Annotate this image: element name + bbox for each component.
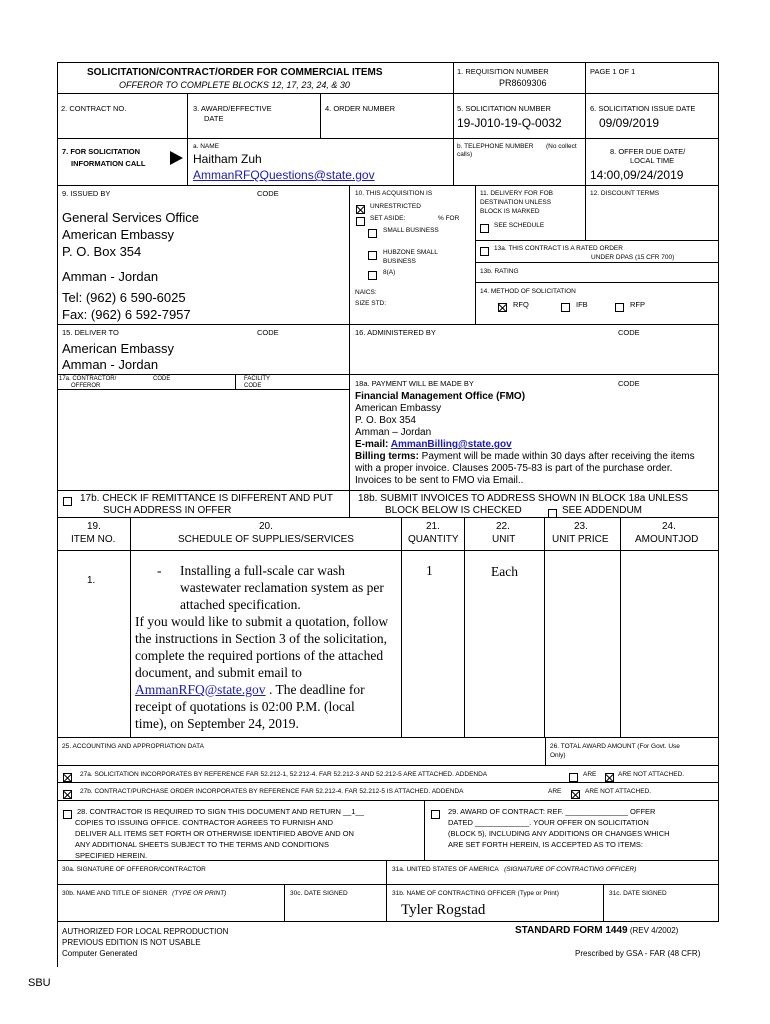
hubzone-label: HUBZONE SMALL xyxy=(383,249,438,256)
payment-label: 18a. PAYMENT WILL BE MADE BY xyxy=(355,379,474,388)
rating-cell xyxy=(476,263,719,283)
footer-form-name: STANDARD FORM 1449 xyxy=(515,925,628,936)
contractor-cell xyxy=(57,375,350,491)
delivery-cell xyxy=(476,186,586,241)
contact-name-cell xyxy=(188,139,454,186)
col-amount-num: 24. xyxy=(662,521,676,532)
issued-by-label: 9. ISSUED BY xyxy=(62,189,111,198)
rated-order-label: 13a. THIS CONTRACT IS A RATED ORDER xyxy=(494,245,623,252)
payment-line1: American Embassy xyxy=(355,403,442,414)
discount-label: 12. DISCOUNT TERMS xyxy=(590,190,660,197)
issue-date-value: 09/09/2019 xyxy=(599,116,660,130)
signature-officer-cell xyxy=(387,861,719,885)
contractor-code-label: CODE xyxy=(153,376,171,382)
col-unit-price-label: UNIT PRICE xyxy=(552,534,609,545)
clause-27a-are-not-label: ARE NOT ATTACHED. xyxy=(618,771,685,778)
payment-email-link[interactable]: AmmanBilling@state.gov xyxy=(390,439,512,450)
payment-office: Financial Management Office (FMO) xyxy=(355,391,526,402)
issued-by-line: General Services Office xyxy=(62,210,200,225)
billing-terms-text2: with a proper invoice. Clauses 2005-75-83 is part of the purchase order. xyxy=(355,463,673,474)
award-date-label2: DATE xyxy=(204,114,224,123)
issued-by-cell xyxy=(57,186,350,325)
item-instructions: document, and submit email to xyxy=(135,665,302,680)
item-no-cell xyxy=(57,551,131,738)
item-instructions: If you would like to submit a quotation, follow xyxy=(135,614,389,629)
accounting-cell xyxy=(57,738,546,766)
clause-27a-checkbox[interactable] xyxy=(63,773,72,782)
requisition-value: PR8609306 xyxy=(499,78,547,88)
method-label: 14. METHOD OF SOLICITATION xyxy=(480,288,576,295)
item-bullet: - xyxy=(157,563,162,578)
delivery-label1: 11. DELIVERY FOR FOB xyxy=(480,190,553,197)
solicitation-number-value: 19-J010-19-Q-0032 xyxy=(457,116,562,130)
col-quantity xyxy=(402,518,465,551)
form-title-cell xyxy=(57,62,454,94)
clause-27a-are-label: ARE xyxy=(583,771,597,778)
delivery-label3: BLOCK IS MARKED xyxy=(480,208,540,215)
offer-due-label1: 8. OFFER DUE DATE/ xyxy=(610,147,686,156)
size-std-label: SIZE STD: xyxy=(355,300,387,307)
clause-27a-are-not-checkbox[interactable] xyxy=(605,773,614,782)
facility-label: FACILITY xyxy=(244,376,271,382)
accounting-label: 25. ACCOUNTING AND APPROPRIATION DATA xyxy=(62,743,204,750)
administered-by-code-label: CODE xyxy=(618,328,640,337)
col-schedule-num: 20. xyxy=(259,521,273,532)
addendum-checkbox[interactable] xyxy=(548,509,557,518)
payment-line2: P. O. Box 354 xyxy=(355,415,416,426)
col-unit-label: UNIT xyxy=(492,534,516,545)
sbu-marking: SBU xyxy=(28,977,51,989)
issued-by-line: Fax: (962) 6 592-7957 xyxy=(62,307,191,322)
contractor-label2: OFFEROR xyxy=(71,383,101,389)
col-item-no-label: ITEM NO. xyxy=(71,534,116,545)
item-description: Installing a full-scale car wash xyxy=(180,563,345,578)
signature-officer-label: 31a. UNITED STATES OF AMERICA xyxy=(392,866,499,873)
officer-name-value: Tyler Rogstad xyxy=(401,902,486,918)
page-cell xyxy=(586,62,719,94)
col-quantity-num: 21. xyxy=(426,521,440,532)
col-unit-num: 22. xyxy=(496,521,510,532)
telephone-note: (No collect xyxy=(546,143,577,150)
issued-by-code-label: CODE xyxy=(257,189,279,198)
clause-27b-checkbox[interactable] xyxy=(63,790,72,799)
form-title: SOLICITATION/CONTRACT/ORDER FOR COMMERCIAL ITEMS xyxy=(87,67,383,78)
offer-due-cell xyxy=(586,139,719,186)
item-amount-cell xyxy=(621,551,719,738)
officer-name-label: 31b. NAME OF CONTRACTING OFFICER (Type or Print) xyxy=(392,890,559,897)
signature-offeror-label: 30a. SIGNATURE OF OFFEROR/CONTRACTOR xyxy=(62,866,206,873)
remittance-label2: SUCH ADDRESS IN OFFER xyxy=(103,505,232,516)
clause-27b-row xyxy=(57,783,719,801)
remittance-cell xyxy=(57,491,350,518)
deliver-to-line2: Amman - Jordan xyxy=(62,357,159,372)
info-call-label2: INFORMATION CALL xyxy=(71,159,146,168)
item-unit-price-cell xyxy=(545,551,621,738)
col-item-no xyxy=(57,518,131,551)
footer-previous-edition: PREVIOUS EDITION IS NOT USABLE xyxy=(62,938,201,947)
footer-prescribed: Prescribed by GSA - FAR (48 CFR) xyxy=(575,949,701,958)
officer-name-cell xyxy=(387,885,604,922)
clause-28-text: DELIVER ALL ITEMS SET FORTH OR OTHERWISE IDENTIFIED ABOVE AND ON xyxy=(75,829,354,838)
award-date-cell xyxy=(188,94,321,139)
acquisition-cell xyxy=(350,186,476,325)
offeror-date-cell xyxy=(285,885,387,922)
deliver-to-code-label: CODE xyxy=(257,328,279,337)
officer-date-label: 31c. DATE SIGNED xyxy=(609,890,667,897)
col-item-no-num: 19. xyxy=(87,521,101,532)
clause-28-text: 28. CONTRACTOR IS REQUIRED TO SIGN THIS DOCUMENT AND RETURN __1__ xyxy=(77,807,364,816)
divider xyxy=(57,389,350,390)
requisition-label: 1. REQUISITION NUMBER xyxy=(457,67,549,76)
divider xyxy=(235,375,236,389)
item-quantity: 1 xyxy=(426,563,433,578)
item-description-cell xyxy=(131,551,402,738)
rated-order-cell xyxy=(476,241,719,263)
footer-computer-generated: Computer Generated xyxy=(62,949,138,958)
award-date-label: 3. AWARD/EFFECTIVE xyxy=(193,104,272,113)
col-amount-label: AMOUNTJOD xyxy=(635,534,699,545)
addendum-label: SEE ADDENDUM xyxy=(562,505,643,516)
item-instructions: complete the required portions of the attached xyxy=(135,648,384,663)
ifb-checkbox[interactable] xyxy=(561,303,570,312)
requisition-cell xyxy=(454,62,586,94)
info-call-label1: 7. FOR SOLICITATION xyxy=(62,147,141,156)
issued-by-line: Amman - Jordan xyxy=(62,269,159,284)
page-label: PAGE 1 OF 1 xyxy=(590,67,636,76)
footer-authorized: AUTHORIZED FOR LOCAL REPRODUCTION xyxy=(62,927,229,936)
form-subtitle: OFFEROR TO COMPLETE BLOCKS 12, 17, 23, 24, & 30 xyxy=(119,80,350,90)
invoices-cell xyxy=(350,491,719,518)
deliver-to-line1: American Embassy xyxy=(62,341,174,356)
solicitation-number-label: 5. SOLICITATION NUMBER xyxy=(457,104,551,113)
signer-name-cell xyxy=(57,885,285,922)
telephone-note2: calls) xyxy=(457,151,473,158)
issue-date-cell xyxy=(586,94,719,139)
offer-due-label2: LOCAL TIME xyxy=(630,156,675,165)
col-schedule-label: SCHEDULE OF SUPPLIES/SERVICES xyxy=(178,534,354,545)
clause-27a-are-checkbox[interactable] xyxy=(569,773,578,782)
issued-by-line: American Embassy xyxy=(62,227,174,242)
eight-a-label: 8(A) xyxy=(383,269,396,276)
item-unit-cell xyxy=(465,551,545,738)
see-schedule-label: SEE SCHEDULE xyxy=(494,222,545,229)
officer-date-cell xyxy=(604,885,719,922)
billing-terms-text3: Invoices to be sent to FMO via Email.. xyxy=(355,475,524,486)
small-business-label: SMALL BUSINESS xyxy=(383,227,439,234)
col-unit xyxy=(465,518,545,551)
item-number: 1. xyxy=(87,575,96,586)
col-unit-price-num: 23. xyxy=(574,521,588,532)
facility-label2: CODE xyxy=(244,383,262,389)
contractor-label: 17a. CONTRACTOR/ xyxy=(59,376,117,382)
administered-by-label: 16. ADMINISTERED BY xyxy=(355,328,436,337)
billing-terms-text: Payment will be made within 30 days after receiving the items xyxy=(418,451,695,462)
order-number-cell xyxy=(321,94,454,139)
clause-28-text: COPIES TO ISSUING OFFICE. CONTRACTOR AGREES TO FURNISH AND xyxy=(75,818,334,827)
clause-29-text: 29. AWARD OF CONTRACT: REF. _______________ OFFER xyxy=(448,807,656,816)
see-schedule-checkbox[interactable] xyxy=(480,224,489,233)
invoices-label2: BLOCK BELOW IS CHECKED xyxy=(385,505,522,516)
clause-27b-are-not-label: ARE NOT ATTACHED. xyxy=(585,788,652,795)
rfp-checkbox[interactable] xyxy=(615,303,624,312)
billing-terms-label: Billing terms: xyxy=(355,451,419,462)
form-1449 xyxy=(57,62,719,967)
contact-name-value: Haitham Zuh xyxy=(193,152,262,166)
total-award-cell xyxy=(546,738,719,766)
offeror-date-label: 30c. DATE SIGNED xyxy=(290,890,348,897)
clause-29-text: (BLOCK 5), INCLUDING ANY ADDITIONS OR CHANGES WHICH xyxy=(448,829,670,838)
col-schedule xyxy=(131,518,402,551)
item-instructions: the instructions in Section 3 of the solicitation, xyxy=(135,631,387,646)
clause-28-text: ANY ADDITIONAL SHEETS SUBJECT TO THE TERMS AND CONDITIONS xyxy=(75,840,329,849)
payment-code-label: CODE xyxy=(618,379,640,388)
solicitation-number-cell xyxy=(454,94,586,139)
rfq-label: RFQ xyxy=(513,300,529,309)
clause-29-text: ARE SET FORTH HEREIN, IS ACCEPTED AS TO ITEMS: xyxy=(448,840,643,849)
payment-email-label: E-mail: xyxy=(355,439,391,450)
item-instructions: . The deadline for xyxy=(265,682,365,697)
rated-order-label2: UNDER DPAS (15 CFR 700) xyxy=(591,254,675,261)
signer-name-note: (TYPE OR PRINT) xyxy=(172,890,227,897)
discount-cell xyxy=(586,186,719,241)
deliver-to-cell xyxy=(57,325,350,375)
total-award-label2: Only) xyxy=(550,752,566,759)
col-quantity-label: QUANTITY xyxy=(408,534,459,545)
contract-no-cell xyxy=(57,94,188,139)
signer-name-label: 30b. NAME AND TITLE OF SIGNER xyxy=(62,890,168,897)
contact-email-link[interactable]: AmmanRFQQuestions@state.gov xyxy=(193,168,375,182)
payment-cell xyxy=(350,375,719,491)
rfq-checkbox[interactable] xyxy=(498,303,507,312)
delivery-label2: DESTINATION UNLESS xyxy=(480,199,552,206)
info-call-cell xyxy=(57,139,188,186)
hubzone-checkbox[interactable] xyxy=(368,251,377,260)
rfq-email-link[interactable]: AmmanRFQ@state.gov xyxy=(135,682,266,697)
signature-offeror-cell xyxy=(57,861,387,885)
item-instructions: receipt of quotations is 02:00 P.M. (local xyxy=(135,699,355,714)
administered-by-cell xyxy=(350,325,719,375)
payment-line3: Amman – Jordan xyxy=(355,427,432,438)
clause-27b-text: 27b. CONTRACT/PURCHASE ORDER INCORPORATES BY REFERENCE FAR 52.212-4. FAR 52.212-5 IS ATTACHED. ADDENDA xyxy=(80,788,464,795)
clause-27a-text: 27a. SOLICITATION INCORPORATES BY REFERENCE FAR 52.212-1, 52.212-4. FAR 52.212-3 AND 52.212-5 ARE ATTACHED. ADDENDA xyxy=(80,771,488,778)
clause-27b-are-label: ARE xyxy=(548,788,562,795)
issued-by-line: P. O. Box 354 xyxy=(62,244,142,259)
clause-27b-are-checkbox[interactable] xyxy=(571,790,580,799)
item-quantity-cell xyxy=(402,551,465,738)
contract-no-label: 2. CONTRACT NO. xyxy=(61,104,127,113)
percent-for-label: % FOR xyxy=(438,215,460,222)
rated-order-checkbox[interactable] xyxy=(480,247,489,256)
invoices-label: 18b. SUBMIT INVOICES TO ADDRESS SHOWN IN BLOCK 18a UNLESS xyxy=(358,493,689,504)
item-description: wastewater reclamation system as per xyxy=(180,580,384,595)
signature-officer-note: (SIGNATURE OF CONTRACTING OFFICER) xyxy=(504,866,637,873)
method-cell xyxy=(476,283,719,325)
item-unit: Each xyxy=(491,564,518,579)
remittance-checkbox[interactable] xyxy=(63,497,72,506)
clause-27a-row xyxy=(57,766,719,783)
deliver-to-label: 15. DELIVER TO xyxy=(62,328,119,337)
clause-29-text: DATED _____________. YOUR OFFER ON SOLICITATION xyxy=(448,818,649,827)
hubzone-label2: BUSINESS xyxy=(383,258,416,265)
footer-form-revision: (REV 4/2002) xyxy=(627,926,679,935)
clause-29-cell xyxy=(425,801,719,861)
issue-date-label: 6. SOLICITATION ISSUE DATE xyxy=(590,104,696,113)
order-number-label: 4. ORDER NUMBER xyxy=(325,104,396,113)
clause-28-cell xyxy=(57,801,425,861)
eight-a-checkbox[interactable] xyxy=(368,271,377,280)
unrestricted-label: UNRESTRICTED xyxy=(370,203,421,210)
telephone-label: b. TELEPHONE NUMBER xyxy=(457,143,534,150)
telephone-cell xyxy=(454,139,586,186)
clause-28-checkbox[interactable] xyxy=(63,810,72,819)
acquisition-label: 10. THIS ACQUISITION IS xyxy=(355,190,433,197)
set-aside-checkbox[interactable] xyxy=(356,217,365,226)
rating-label: 13b. RATING xyxy=(480,268,519,275)
issued-by-line: Tel: (962) 6 590-6025 xyxy=(62,290,186,305)
arrow-right-icon xyxy=(170,151,183,165)
item-instructions: time), on September 24, 2019. xyxy=(135,716,299,731)
ifb-label: IFB xyxy=(576,300,588,309)
clause-28-text: SPECIFIED HEREIN. xyxy=(75,851,148,860)
contact-name-label: a. NAME xyxy=(193,143,220,150)
remittance-label: 17b. CHECK IF REMITTANCE IS DIFFERENT AND PUT xyxy=(80,493,333,504)
col-amount xyxy=(621,518,719,551)
total-award-label: 26. TOTAL AWARD AMOUNT (For Govt. Use xyxy=(550,743,680,750)
item-description: attached specification. xyxy=(180,597,301,612)
clause-29-checkbox[interactable] xyxy=(431,810,440,819)
naics-label: NAICS: xyxy=(355,289,377,296)
offer-due-value: 14:00,09/24/2019 xyxy=(590,168,684,182)
rfp-label: RFP xyxy=(630,300,645,309)
small-business-checkbox[interactable] xyxy=(368,229,377,238)
col-unit-price xyxy=(545,518,621,551)
set-aside-label: SET ASIDE: xyxy=(370,215,406,222)
